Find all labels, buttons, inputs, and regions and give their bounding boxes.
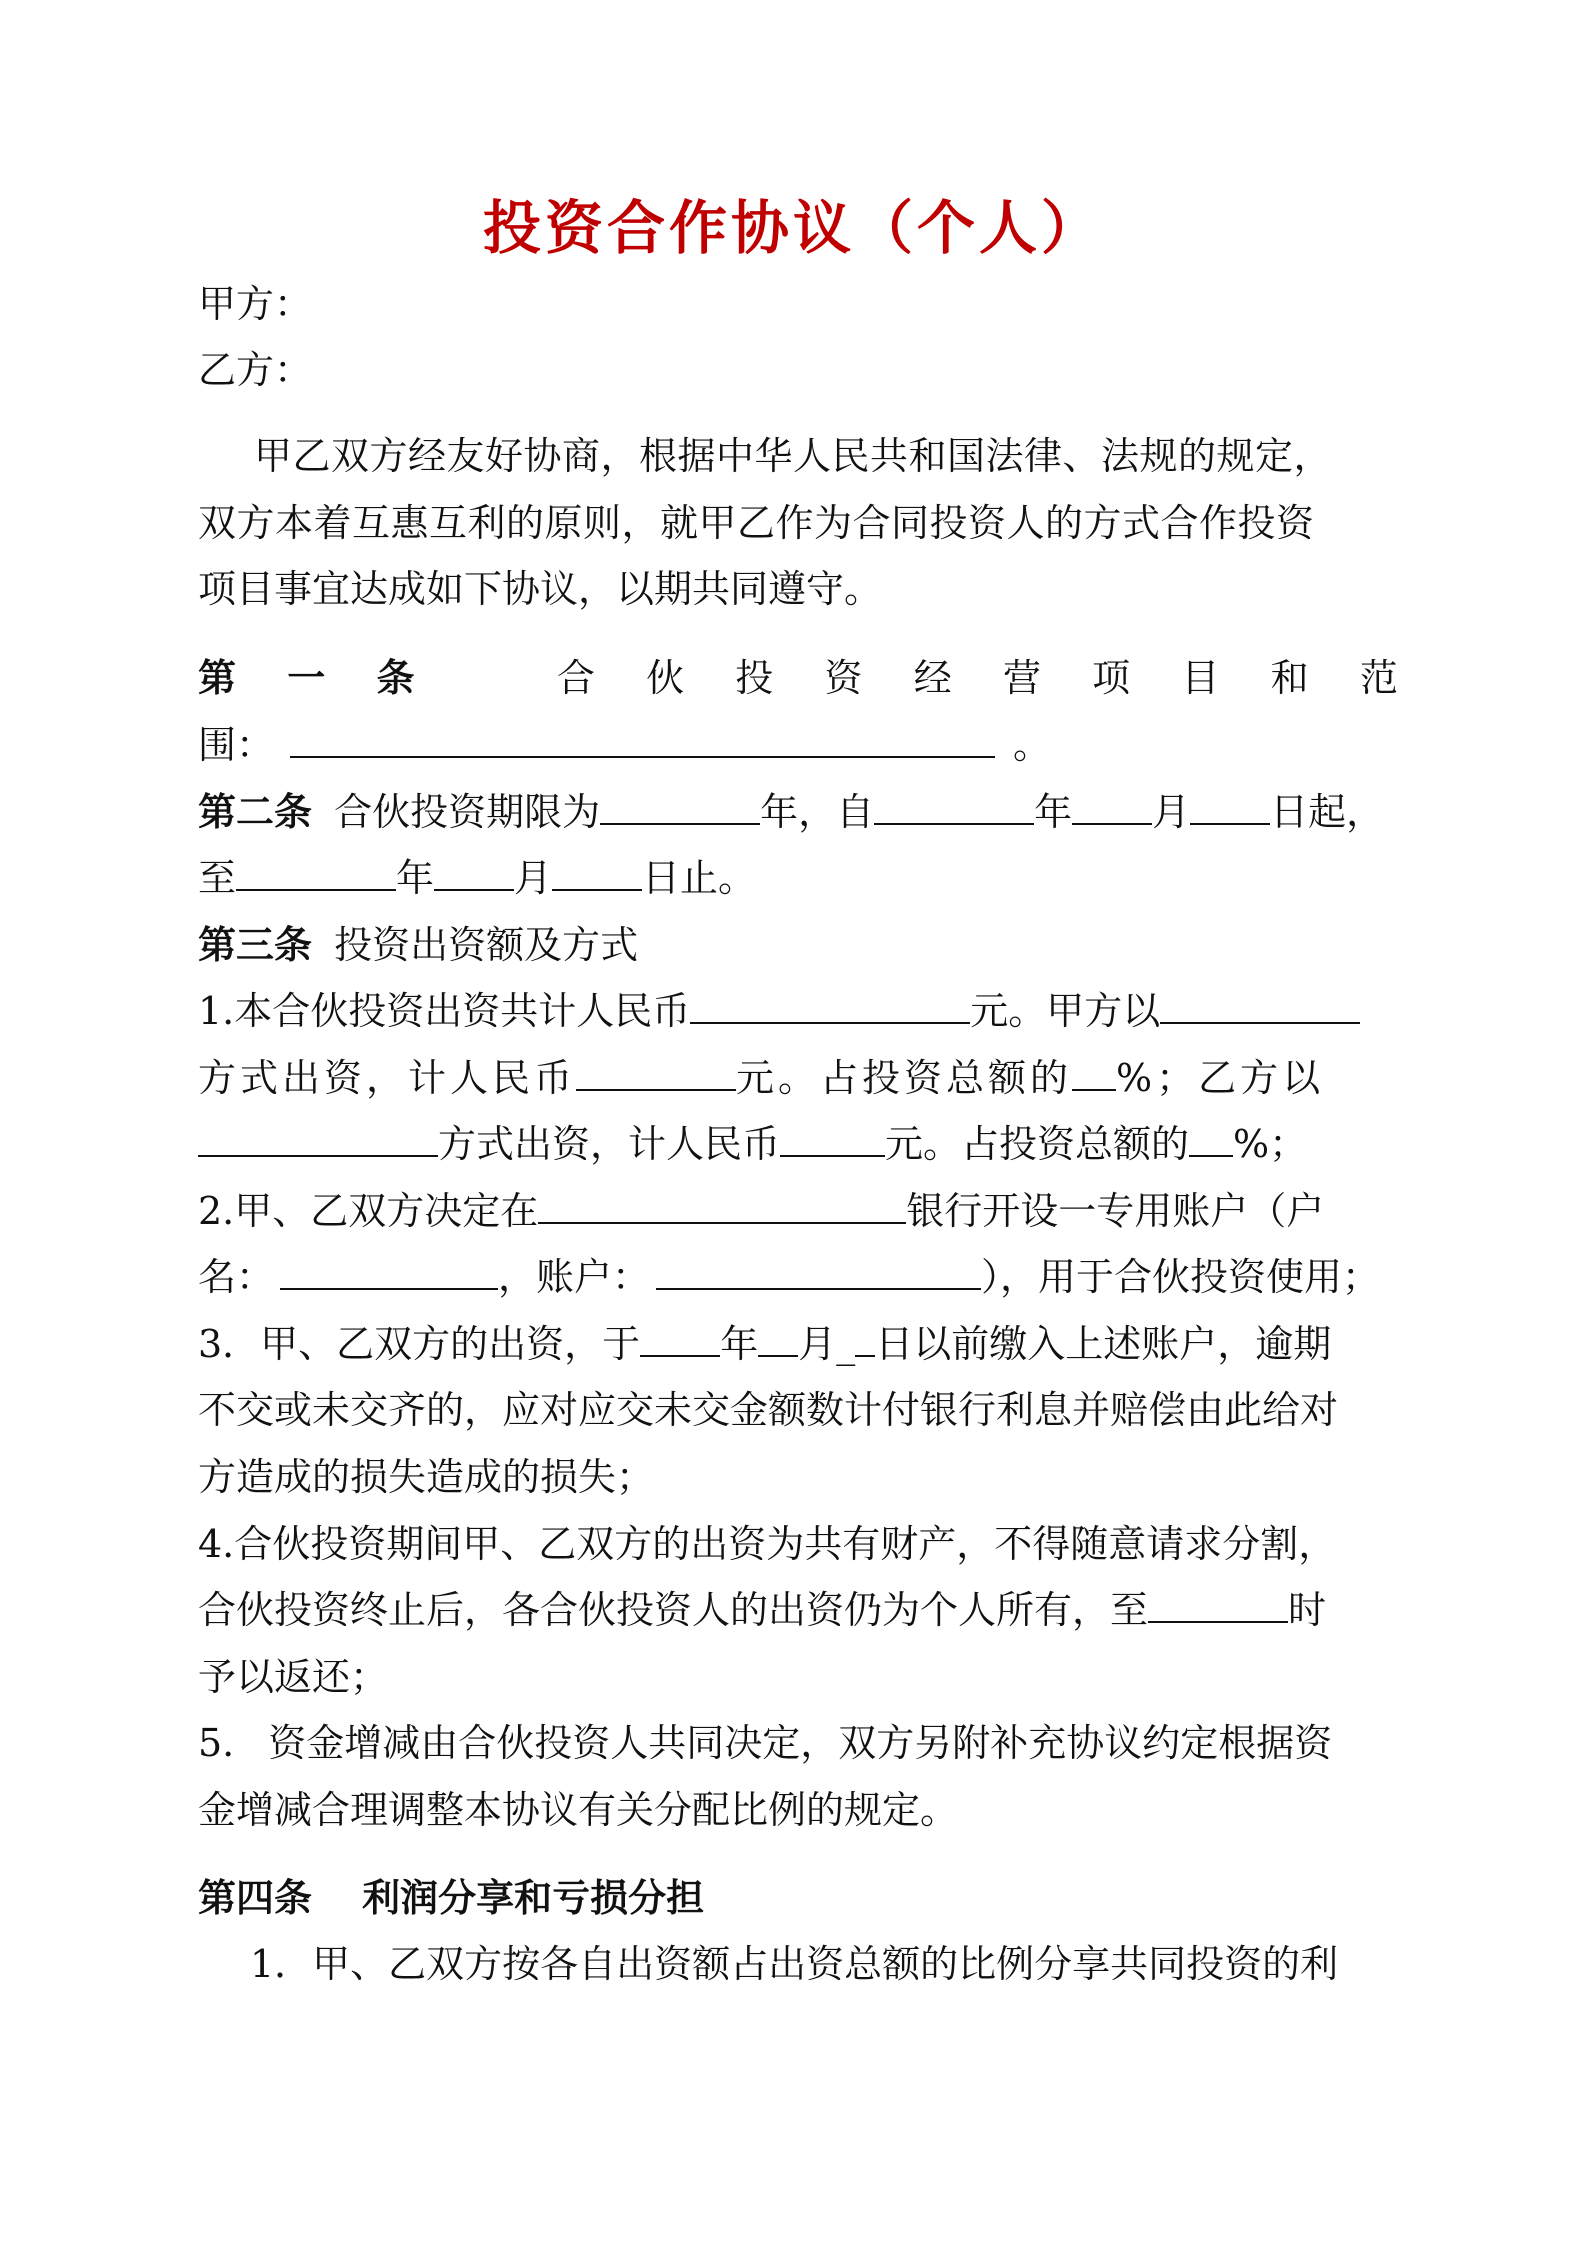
intro-line-2: 双方本着互惠互利的原则，就甲乙作为合同投资人的方式合作投资 xyxy=(198,501,1315,545)
deposit-month-blank[interactable] xyxy=(758,1319,798,1357)
end-year-blank[interactable] xyxy=(236,853,396,891)
document-title: 投资合作协议（个人） xyxy=(482,194,1103,262)
deposit-year-blank[interactable] xyxy=(640,1319,720,1357)
art1-char: 目 xyxy=(1181,656,1220,700)
article-1-heading xyxy=(198,652,1398,704)
article-3-item-3-line-2: 不交或未交齐的，应对应交未交金额数计付银行利息并赔偿由此给对 xyxy=(198,1388,1339,1432)
art1-char: 营 xyxy=(1002,656,1041,700)
article-3-item-5-line-2: 金增减合理调整本协议有关分配比例的规定。 xyxy=(198,1788,959,1832)
article-1-line-2: 围： 。 xyxy=(198,719,1398,771)
article-4-item-1-line-1: 1．甲、乙双方按各自出资额占出资总额的比例分享共同投资的利 xyxy=(250,1942,1339,1986)
account-number-blank[interactable] xyxy=(656,1252,981,1290)
article-3-item-2-line-2: 名： ，账户： ），用于合伙投资使用； xyxy=(198,1251,1398,1303)
article-4-heading: 第四条 利润分享和亏损分担 xyxy=(198,1875,705,1920)
article-2-line-2: 至 年 月 日止。 xyxy=(198,852,1398,904)
end-day-blank[interactable] xyxy=(552,853,642,891)
article-3-item-2-line-1: 2.甲、乙双方决定在 银行开设一专用账户（户 xyxy=(198,1185,1398,1237)
party-b-amount-blank[interactable] xyxy=(780,1119,885,1157)
art1-char: 范 xyxy=(1359,656,1398,700)
deposit-day-blank[interactable] xyxy=(855,1319,875,1357)
article-3-item-5-line-1: 5. 资金增减由合伙投资人共同决定，双方另附补充协议约定根据资 xyxy=(198,1721,1333,1765)
article-2-line-1: 第二条 合伙投资期限为 年，自 年 月 日起， xyxy=(198,789,1385,834)
art1-char: 和 xyxy=(1270,656,1309,700)
start-year-blank[interactable] xyxy=(874,787,1034,825)
article-3-item-1-line-2: 方式出资，计人民币 元。占投资总额的 %；乙方以 xyxy=(198,1052,1398,1104)
article-3-item-4-line-1: 4.合伙投资期间甲、乙双方的出资为共有财产，不得随意请求分割， xyxy=(198,1522,1337,1566)
return-time-blank[interactable] xyxy=(1148,1585,1288,1623)
article-3-item-4-line-3: 予以返还； xyxy=(198,1655,389,1699)
article-3-item-3-line-3: 方造成的损失造成的损失； xyxy=(198,1455,655,1499)
party-b-ratio-blank[interactable] xyxy=(1189,1119,1233,1157)
art1-char: 第 xyxy=(198,655,237,700)
term-years-blank[interactable] xyxy=(600,787,760,825)
article-3-item-1-line-1: 1.本合伙投资出资共计人民币 元。甲方以 xyxy=(198,985,1398,1037)
intro-line-1: 甲乙双方经友好协商，根据中华人民共和国法律、法规的规定， xyxy=(254,434,1333,478)
article-3-item-4-line-2: 合伙投资终止后，各合伙投资人的出资仍为个人所有，至 时 xyxy=(198,1584,1398,1636)
party-a-amount-blank[interactable] xyxy=(576,1053,736,1091)
art1-char: 一 xyxy=(287,655,326,700)
start-day-blank[interactable] xyxy=(1190,787,1270,825)
start-month-blank[interactable] xyxy=(1072,787,1152,825)
account-name-blank[interactable] xyxy=(280,1252,498,1290)
article-3-item-1-line-3: 方式出资，计人民币 元。占投资总额的 %； xyxy=(198,1118,1398,1170)
party-a-ratio-blank[interactable] xyxy=(1072,1053,1116,1091)
intro-line-3: 项目事宜达成如下协议，以期共同遵守。 xyxy=(198,567,883,611)
scope-blank[interactable] xyxy=(290,720,995,758)
art1-char: 经 xyxy=(913,656,952,700)
bank-name-blank[interactable] xyxy=(538,1186,906,1224)
end-month-blank[interactable] xyxy=(434,853,514,891)
art1-char: 资 xyxy=(824,656,863,700)
art1-char: 项 xyxy=(1092,656,1131,700)
party-b-method-blank[interactable] xyxy=(198,1119,438,1157)
art1-char: 投 xyxy=(735,656,774,700)
party-b-line: 乙方： xyxy=(198,348,313,392)
party-a-line: 甲方： xyxy=(198,282,313,326)
art1-char: 合 xyxy=(556,656,595,700)
art1-char: 条 xyxy=(376,655,415,700)
article-3-item-3-line-1: 3．甲、乙双方的出资，于 年 月_ 日以前缴入上述账户，逾期 xyxy=(198,1318,1398,1370)
article-3-heading: 第三条 投资出资额及方式 xyxy=(198,922,639,967)
art1-char: 伙 xyxy=(646,656,685,700)
party-a-method-blank[interactable] xyxy=(1160,986,1360,1024)
total-amount-blank[interactable] xyxy=(690,986,970,1024)
